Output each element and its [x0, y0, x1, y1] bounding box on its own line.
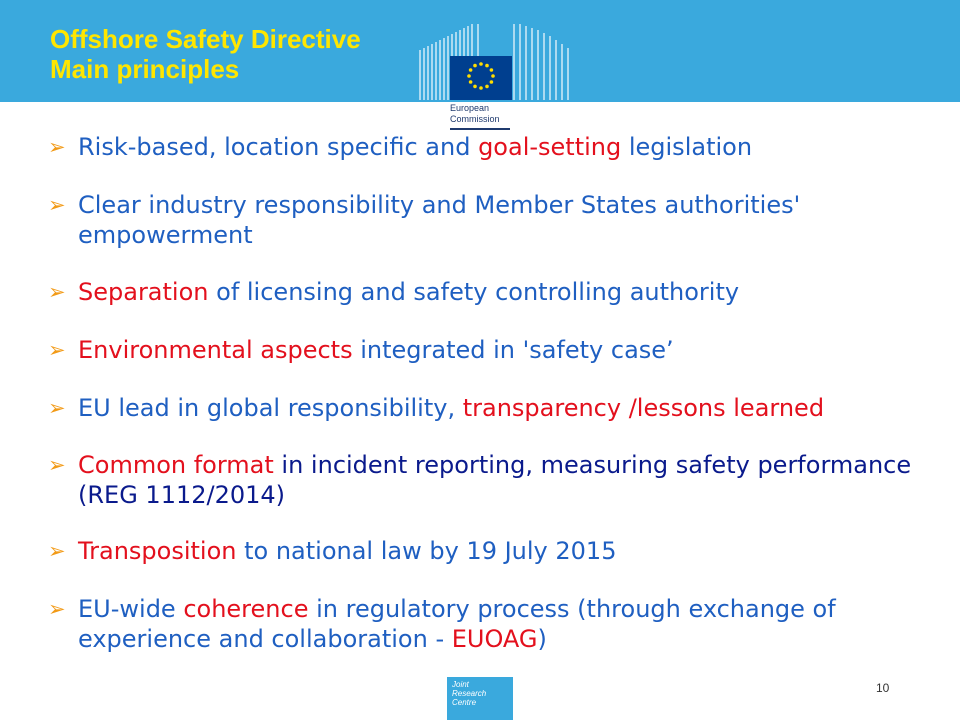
bullet-item-3	[48, 277, 938, 307]
page-number: 10	[876, 681, 890, 695]
bullet-item-7	[48, 536, 938, 566]
logo-line-1: European	[450, 103, 490, 113]
arrow-bullet-icon: ➢	[48, 453, 66, 477]
bullet-text: Separation of licensing and safety controlling authority	[78, 278, 740, 306]
title-line-2: Main principles	[50, 54, 240, 84]
arrow-bullet-icon: ➢	[48, 539, 66, 563]
bullet-item-5	[48, 393, 938, 423]
bullet-text: EU lead in global responsibility, transparency /lessons learned	[78, 394, 825, 422]
slide-title	[50, 24, 361, 84]
title-line-1: Offshore Safety Directive	[50, 24, 361, 54]
bullet-item-1	[48, 132, 938, 162]
arrow-bullet-icon: ➢	[48, 338, 66, 362]
arrow-bullet-icon: ➢	[48, 135, 66, 159]
bullet-item-6	[48, 450, 938, 510]
bullet-text: Clear industry responsibility and Member States authorities' empowerment	[78, 191, 801, 249]
logo-line-2: Commission	[450, 114, 500, 124]
bullet-text: Risk-based, location specific and goal-setting legislation	[78, 133, 753, 161]
european-commission-logo	[414, 24, 594, 132]
bullet-item-4	[48, 335, 938, 365]
jrc-line-1: Joint	[452, 680, 469, 689]
bullet-text: Environmental aspects integrated in 'safety case’	[78, 336, 674, 364]
jrc-wordmark	[452, 680, 486, 707]
bullet-item-2	[48, 190, 938, 250]
jrc-line-3: Centre	[452, 698, 477, 707]
arrow-bullet-icon: ➢	[48, 193, 66, 217]
bullet-text: Transposition to national law by 19 July 2015	[78, 537, 617, 565]
jrc-logo	[447, 677, 513, 720]
logo-wordmark	[450, 103, 500, 125]
bullet-text: Common format in incident reporting, measuring safety performance (REG 1112/2014)	[78, 451, 912, 509]
arrow-bullet-icon: ➢	[48, 597, 66, 621]
bullet-item-8	[48, 594, 938, 654]
jrc-line-2: Research	[452, 689, 487, 698]
arrow-bullet-icon: ➢	[48, 280, 66, 304]
berlaymont-building-icon	[414, 24, 594, 132]
arrow-bullet-icon: ➢	[48, 396, 66, 420]
bullet-text: EU-wide coherence in regulatory process (through exchange of experience and collaboration - EUOAG)	[78, 595, 836, 653]
